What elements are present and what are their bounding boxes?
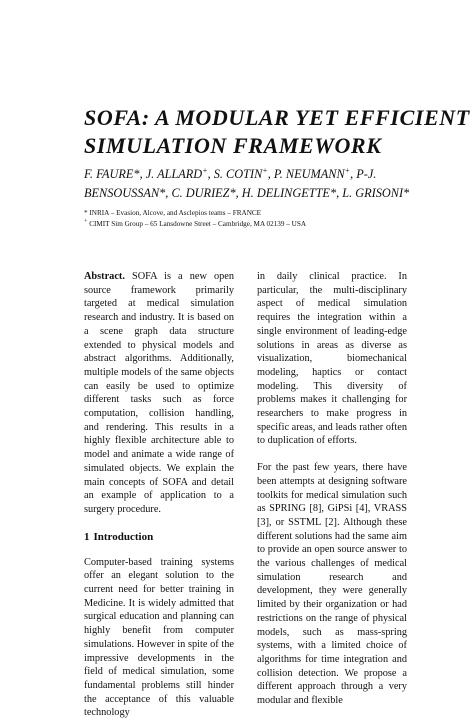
author-text: , P. NEUMANN	[267, 167, 345, 181]
affiliations	[84, 208, 414, 230]
title-line-2: SIMULATION FRAMEWORK	[84, 133, 382, 158]
body-paragraph: in daily clinical practice. In particular, the multi-disciplinary aspect of medical simulation requires the integration within a single environment of leading-edge solutions in areas as diverse as visualization, biomechanical modeling, haptics or contact modeling. This diversity of problems makes it challenging for researchers to make progress in specific areas, and leads rather often to duplication of efforts.	[257, 271, 407, 447]
affiliation-1	[84, 208, 414, 219]
paper-title	[84, 104, 470, 160]
abstract	[84, 270, 234, 517]
author-text: , S. COTIN	[207, 167, 263, 181]
affiliation-2	[84, 219, 414, 230]
abstract-label: Abstract.	[84, 271, 125, 282]
section-number: 1	[84, 530, 90, 543]
affiliation-mark: +	[262, 165, 268, 175]
author-text: F. FAURE*, J. ALLARD	[84, 167, 203, 181]
affiliation-text: CIMIT Sim Group – 65 Lansdowne Street – Cambridge, MA 02139 – USA	[89, 220, 307, 228]
author-list	[84, 165, 414, 203]
abstract-text: SOFA is a new open source framework primarily targeted at medical simulation research and industry. It is based on a scene graph data structure extended to physical models and abstract algorithms. Additionally, multiple models of the same objects can easily be used to optimize different tasks such as force computation, collision handling, and rendering. This results in a highly flexible architecture able to model and animate a wide range of simulated objects. We explain the main concepts of SOFA and detail an example of application to a surgery procedure.	[84, 271, 234, 515]
affiliation-text: INRIA – Evasion, Alcove, and Asclepios teams – FRANCE	[89, 209, 262, 217]
left-column	[84, 270, 234, 720]
affiliation-mark: +	[344, 165, 351, 175]
body-paragraph: Computer-based training systems offer an elegant solution to the current need for better training in Medicine. It is widely admitted that surgical education and planning can highly benefit from computer simulations. However in spite of the impressive developments in the field of medical simulation, some fundamental problems still hinder the acceptance of this valuable technology	[84, 556, 234, 719]
author-line-2: BENSOUSSAN*, C. DURIEZ*, H. DELINGETTE*, L. GRISONI*	[84, 186, 410, 200]
title-line-1: SOFA: A MODULAR YET EFFICIENT	[84, 105, 470, 130]
affiliation-mark: *	[84, 209, 88, 217]
affiliation-mark: +	[84, 218, 88, 225]
right-column	[257, 270, 407, 708]
section-heading	[84, 530, 234, 544]
body-paragraph: For the past few years, there have been attempts at designing software toolkits for medical simulation such as SPRING [8], GiPSi [4], VRASS [3], or SSTML [2]. Although these different solutions had the same aim to provide an open source answer to the various challenges of medical simulation research and development, they were generally limited by their organization or had restrictions on the range of physical models, such as mass-spring systems, with a limited choice of algorithms for time integration and collision detection. We propose a different approach through a very modular and flexible	[257, 462, 407, 707]
author-line-1	[84, 165, 414, 184]
author-text: , P-J.	[350, 167, 377, 181]
affiliation-mark: +	[202, 165, 208, 175]
section-title: Introduction	[93, 530, 154, 543]
